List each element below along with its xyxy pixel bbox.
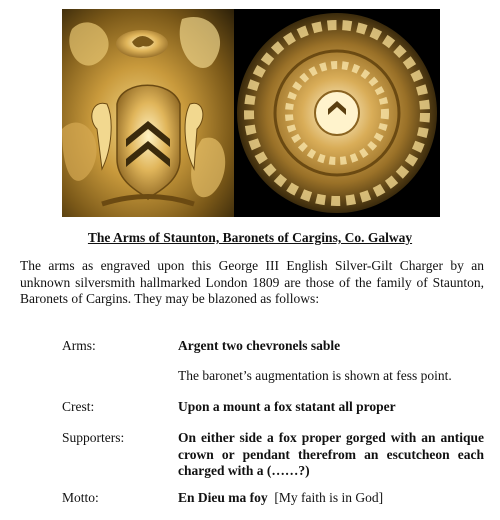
supporters-value: On either side a fox proper gorged with an antique crown or pendant therefrom an escutcheon each charged with a (……?): [178, 430, 484, 478]
page-title: The Arms of Staunton, Baronets of Cargins, Co. Galway: [87, 230, 413, 245]
motto-value: En Dieu ma foy: [178, 490, 268, 505]
arms-label: Arms:: [62, 338, 96, 353]
engraved-arms-illustration: [62, 9, 234, 217]
motto-translation: [My faith is in God]: [274, 490, 384, 505]
charger-illustration: [234, 9, 440, 217]
supporters-label: Supporters:: [62, 430, 125, 445]
photo-strip: [62, 9, 440, 217]
engraved-arms-photo: [62, 9, 234, 217]
motto-label: Motto:: [62, 490, 99, 505]
charger-photo: [234, 9, 440, 217]
intro-paragraph: The arms as engraved upon this George III English Silver-Gilt Charger by an unknown silversmith hallmarked London 1809 are those of the family of Staunton, Baronets of Cargins. They may be blazoned as follows:: [20, 258, 484, 306]
motto-line: [178, 490, 484, 507]
arms-note: The baronet’s augmentation is shown at fess point.: [178, 368, 452, 383]
crest-value: Upon a mount a fox statant all proper: [178, 399, 396, 414]
crest-label: Crest:: [62, 399, 95, 414]
arms-value: Argent two chevronels sable: [178, 338, 341, 353]
